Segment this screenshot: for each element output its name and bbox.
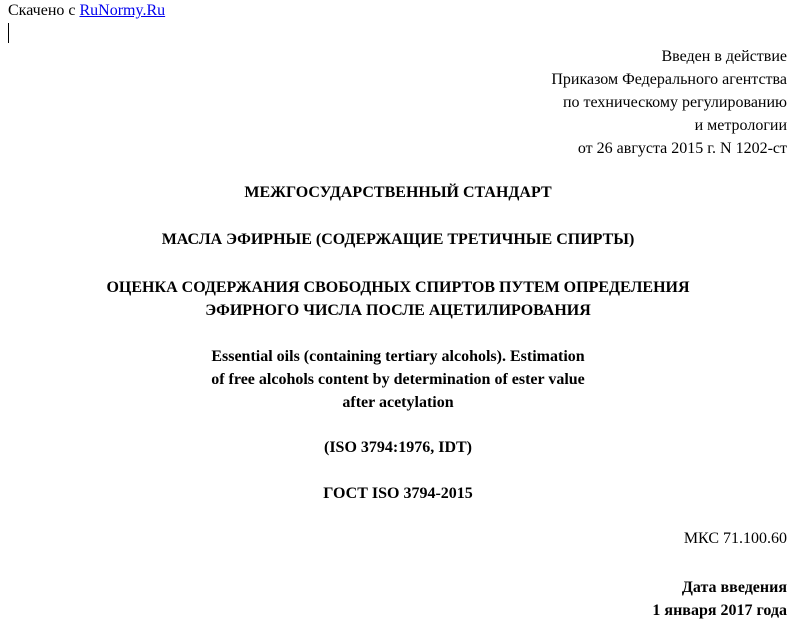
approval-line: от 26 августа 2015 г. N 1202-ст <box>577 140 787 157</box>
method-heading-line: ЭФИРНОГО ЧИСЛА ПОСЛЕ АЦЕТИЛИРОВАНИЯ <box>205 302 591 319</box>
approval-line: Приказом Федерального агентства <box>551 71 787 88</box>
runormy-link[interactable]: RuNormy.Ru <box>79 2 166 19</box>
english-title-line: of free alcohols content by determination of ester value <box>211 371 585 388</box>
english-title-line: Essential oils (containing tertiary alcohols). Estimation <box>211 348 585 365</box>
gost-code: ГОСТ ISO 3794-2015 <box>323 485 473 502</box>
english-title-line: after acetylation <box>342 394 454 411</box>
english-title <box>0 345 790 414</box>
iso-reference: (ISO 3794:1976, IDT) <box>323 439 472 456</box>
method-heading-line: ОЦЕНКА СОДЕРЖАНИЯ СВОБОДНЫХ СПИРТОВ ПУТЕМ ОПРЕДЕЛЕНИЯ <box>106 279 690 296</box>
intro-date-value: 1 января 2017 года <box>652 602 787 619</box>
method-heading <box>0 276 790 322</box>
text-cursor <box>8 23 9 43</box>
standard-type-heading: МЕЖГОСУДАРСТВЕННЫЙ СТАНДАРТ <box>244 184 552 201</box>
approval-line: и метрологии <box>694 117 787 134</box>
intro-date-block <box>652 576 787 622</box>
mks-code: МКС 71.100.60 <box>683 530 787 547</box>
approval-block <box>551 45 787 160</box>
intro-date-label: Дата введения <box>681 579 787 596</box>
approval-line: Введен в действие <box>661 48 787 65</box>
approval-line: по техническому регулированию <box>562 94 787 111</box>
source-line <box>8 1 165 21</box>
product-heading: МАСЛА ЭФИРНЫЕ (СОДЕРЖАЩИЕ ТРЕТИЧНЫЕ СПИРТЫ) <box>161 231 635 248</box>
source-prefix: Скачено с <box>8 2 76 19</box>
